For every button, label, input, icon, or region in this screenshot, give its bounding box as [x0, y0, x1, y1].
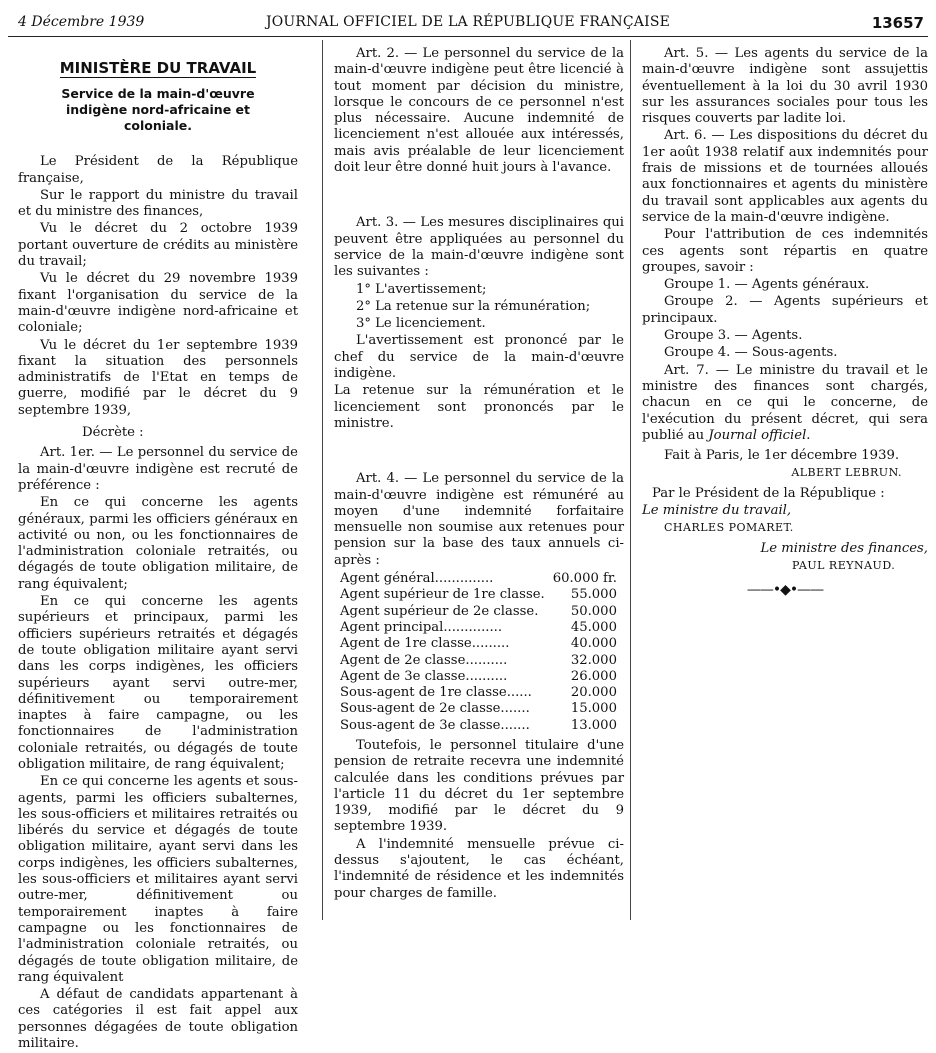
- paragraph: Le Président de la République française,: [18, 154, 298, 186]
- paragraph: Toutefois, le personnel titulaire d'une pension de retraite recevra une indemnité calculée dans les conditions prévues par l'article 11 du décret du 1er septembre 1939, modifié par le décret du 9 septembre 1939.: [334, 737, 624, 835]
- column-3: [642, 46, 928, 599]
- group-item: Groupe 1. — Agents généraux.: [664, 277, 870, 293]
- paragraph: La retenue sur la rémunération et le licenciement sont prononcés par le ministre.: [334, 383, 624, 431]
- table-row: Sous-agent de 3e classe....... 13.000: [340, 717, 617, 733]
- column-2: [334, 46, 624, 903]
- journal-officiel-italic: Journal officiel.: [708, 427, 811, 443]
- header-date: 4 Décembre 1939: [18, 14, 145, 30]
- ministre-travail-name: CHARLES POMARET.: [664, 521, 794, 535]
- article-7: Art. 7. — Le ministre du travail et le ministre des finances sont chargés, chacun en ce qui le concerne, de l'exécution du présent décret, qui sera publié au Journal officiel.: [642, 362, 928, 443]
- table-row: Sous-agent de 2e classe....... 15.000: [340, 701, 617, 717]
- table-row: Agent supérieur de 1re classe. 55.000: [340, 587, 617, 603]
- header-title: JOURNAL OFFICIEL DE LA RÉPUBLIQUE FRANÇAISE: [265, 14, 671, 30]
- column-divider-1: [322, 40, 323, 920]
- table-row: Agent de 3e classe.......... 26.000: [340, 668, 617, 684]
- paragraph: Vu le décret du 1er septembre 1939 fixant la situation des personnels administratifs de l'Etat en temps de guerre, modifié par le décret du 9 septembre 1939,: [18, 337, 298, 418]
- ministre-finances-name: PAUL REYNAUD.: [792, 558, 896, 572]
- table-row: Agent supérieur de 2e classe. 50.000: [340, 603, 617, 619]
- table-row: Agent de 1re classe......... 40.000: [340, 636, 617, 652]
- table-row: Sous-agent de 1re classe...... 20.000: [340, 685, 617, 701]
- article-6: Art. 6. — Les dispositions du décret du 1er août 1938 relatif aux indemnités pour frais de missions et de tournées alloués aux fonctionnaires et agents du ministère du travail sont applicables aux agents du service de la main-d'œuvre indigène.: [642, 128, 928, 225]
- paragraph: A l'indemnité mensuelle prévue ci-dessus s'ajoutent, le cas échéant, l'indemnité de résidence et les indemnités pour charges de famille.: [334, 836, 624, 901]
- group-item: Groupe 3. — Agents.: [664, 328, 803, 344]
- list-item: 3° Le licenciement.: [356, 316, 486, 332]
- salary-table: [340, 571, 617, 734]
- ministere-heading: MINISTÈRE DU TRAVAIL: [59, 59, 257, 77]
- article-1: Art. 1er. — Le personnel du service de la main-d'œuvre indigène est recruté de préférence :: [18, 445, 298, 493]
- paragraph: Vu le décret du 2 octobre 1939 portant ouverture de crédits au ministère du travail;: [18, 221, 298, 270]
- paragraph: Sur le rapport du ministre du travail et du ministre des finances,: [18, 187, 298, 220]
- paragraph: Pour l'attribution de ces indemnités ces agents sont répartis en quatre groupes, savoir :: [642, 227, 928, 275]
- decrete: Décrète :: [82, 425, 144, 441]
- article-5: Art. 5. — Les agents du service de la main-d'œuvre indigène sont assujettis éventuellement à la loi du 30 avril 1930 sur les assurances sociales pour tous les risques couverts par ladite loi.: [642, 46, 928, 127]
- paragraph: En ce qui concerne les agents et sous-agents, parmi les officiers subalternes, les sous-officiers et militaires retraités ou libérés du service et dégagés de toute obligation militaire, ayant servi dans les corps indigènes, les officiers subalternes, les sous-officiers et militaires ayant servi outre-mer, définitivement ou temporairement inaptes à faire campagne ou les fonctionnaires de l'administration coloniale retraités, ou dégagés de toute obligation militaire, de rang équivalent: [18, 774, 298, 985]
- ministre-travail-title: Le ministre du travail,: [642, 503, 792, 519]
- table-row: Agent principal.............. 45.000: [340, 619, 617, 635]
- list-item: 1° L'avertissement;: [356, 281, 487, 297]
- paragraph: Vu le décret du 29 novembre 1939 fixant l'organisation du service de la main-d'œuvre indigène nord-africaine et coloniale;: [18, 271, 298, 336]
- ministre-finances-title: Le ministre des finances,: [760, 540, 928, 556]
- signature-president: ALBERT LEBRUN.: [791, 466, 902, 480]
- fait-a-paris: Fait à Paris, le 1er décembre 1939.: [664, 448, 900, 464]
- header-rule: [8, 36, 928, 37]
- header-page-number: 13657: [871, 14, 924, 32]
- paragraph: L'avertissement est prononcé par le chef du service de la main-d'œuvre indigène.: [334, 333, 624, 382]
- column-1: [18, 46, 298, 1053]
- paragraph: A défaut de candidats appartenant à ces catégories il est fait appel aux personnes dégagées de toute obligation militaire.: [18, 987, 298, 1052]
- table-row: Agent de 2e classe.......... 32.000: [340, 652, 617, 668]
- article-2: Art. 2. — Le personnel du service de la main-d'œuvre indigène peut être licencié à tout moment par décision du ministre, lorsque le concours de ce personnel n'est plus nécessaire. Aucune indemnité de licenciement n'est allouée aux intéressés, mais avis préalable de leur licenciement doit leur être donné huit jours à l'avance.: [334, 46, 624, 176]
- par-le-president: Par le Président de la République :: [652, 485, 885, 501]
- ornament-divider: ——•◆•——: [746, 582, 824, 599]
- group-item: Groupe 2. — Agents supérieurs et principaux.: [642, 294, 928, 326]
- page-header: [0, 0, 936, 40]
- paragraph: En ce qui concerne les agents généraux, parmi les officiers généraux en activité ou non, ou les fonctionnaires de l'administration coloniale retraités, ou dégagés de toute obligation militaire, de rang équivalent;: [18, 495, 298, 592]
- group-item: Groupe 4. — Sous-agents.: [664, 345, 838, 361]
- list-item: 2° La retenue sur la rémunération;: [356, 298, 591, 314]
- service-heading: Service de la main-d'œuvre indigène nord-africaine et coloniale.: [61, 86, 255, 134]
- column-divider-2: [630, 40, 631, 920]
- table-row: Agent général.............. 60.000 fr.: [340, 571, 617, 587]
- article-3: Art. 3. — Les mesures disciplinaires qui peuvent être appliquées au personnel du service de la main-d'œuvre indigène sont les suivantes :: [334, 215, 624, 280]
- paragraph: En ce qui concerne les agents supérieurs et principaux, parmi les officiers supérieurs retraités et dégagés de toute obligation militaire ayant servi dans les corps indigènes, les officiers supérieurs ayant servi outre-mer, définitivement ou temporairement inaptes à faire campagne, ou les fonctionnaires de l'administration coloniale retraités, ou dégagés de toute obligation militaire, de rang équivalent;: [18, 594, 298, 772]
- article-4: Art. 4. — Le personnel du service de la main-d'œuvre indigène est rémunéré au moyen d'une indemnité forfaitaire mensuelle non soumise aux retenues pour pension sur la base des taux annuels ci-après :: [334, 471, 624, 568]
